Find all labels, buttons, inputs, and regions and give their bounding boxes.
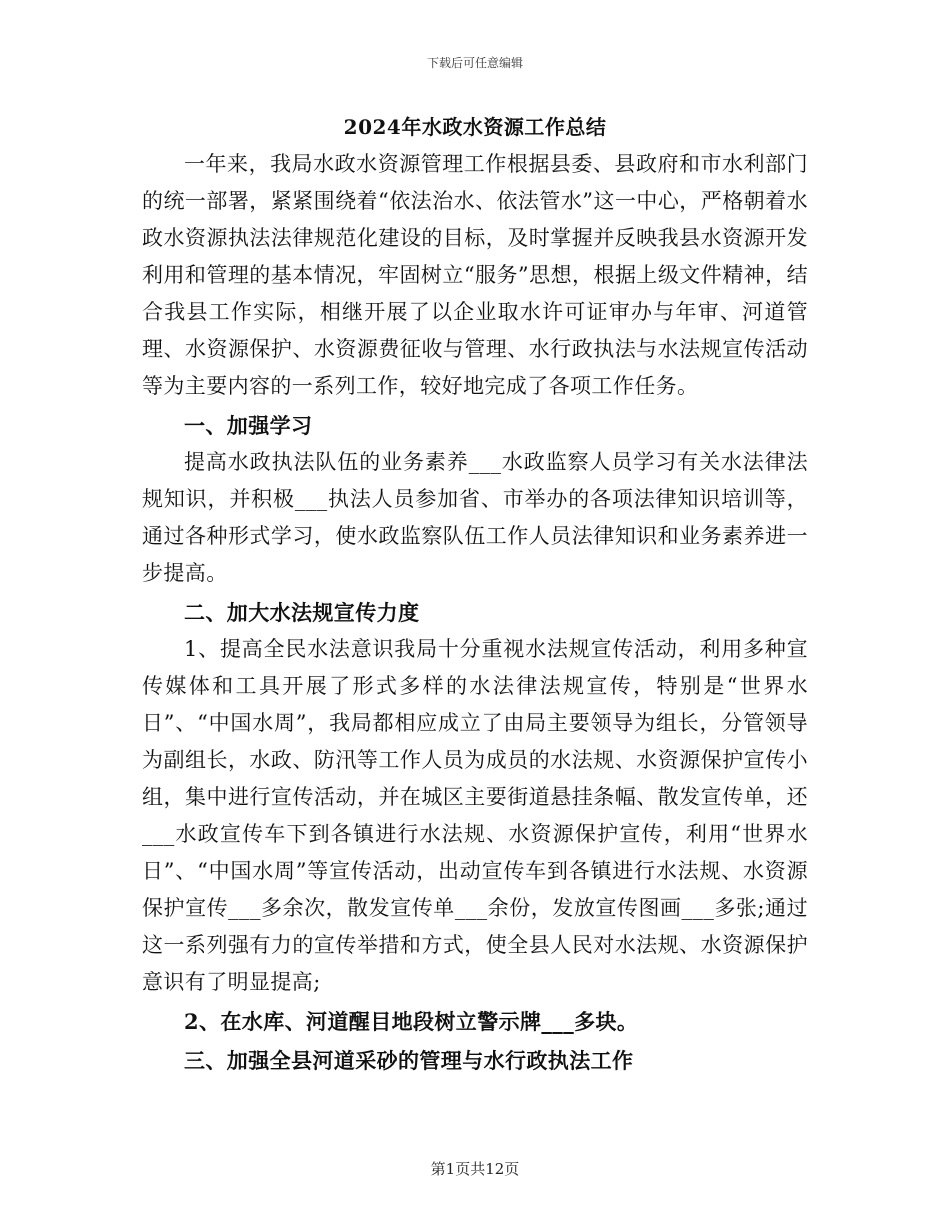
section1-paragraph: 提高水政执法队伍的业务素养___水政监察人员学习有关水法律法规知识，并积极___执法人员参加省、市举办的各项法律知识培训等，通过各种形式学习，使水政监察队伍工作人员法律知识和业务素养进一步提高。 xyxy=(142,450,808,585)
intro-paragraph: 一年来，我局水政水资源管理工作根据县委、县政府和市水利部门的统一部署，紧紧围绕着“依法治水、依法管水”这一中心，严格朝着水政水资源执法法律规范化建设的目标，及时掌握并反映我县水资源开发利用和管理的基本情况，牢固树立“服务”思想，根据上级文件精神，结合我县工作实际，相继开展了以企业取水许可证审办与年审、河道管理、水资源保护、水资源费征收与管理、水行政执法与水法规宣传活动等为主要内容的一系列工作，较好地完成了各项工作任务。 xyxy=(142,152,808,398)
section2-heading: 二、加大水法规宣传力度 xyxy=(184,600,420,625)
section1-heading: 一、加强学习 xyxy=(184,413,313,438)
document-body xyxy=(142,112,808,1079)
section3-heading: 三、加强全县河道采砂的管理与水行政执法工作 xyxy=(184,1048,634,1073)
section2-item1-paragraph: 1、提高全民水法意识我局十分重视水法规宣传活动，利用多种宣传媒体和工具开展了形式多样的水法律法规宣传，特别是“世界水日”、“中国水周”，我局都相应成立了由局主要领导为组长，分管领导为副组长，水政、防汛等工作人员为成员的水法规、水资源保护宣传小组，集中进行宣传活动，并在城区主要街道悬挂条幅、散发宣传单，还___水政宣传车下到各镇进行水法规、水资源保护宣传，利用“世界水日”、“中国水周”等宣传活动，出动宣传车到各镇进行水法规、水资源保护宣传___多余次，散发宣传单___余份，发放宣传图画___多张;通过这一系列强有力的宣传举措和方式，使全县人民对水法规、水资源保护意识有了明显提高; xyxy=(142,637,808,994)
header-note: 下载后可任意编辑 xyxy=(426,56,523,70)
document-title: 2024年水政水资源工作总结 xyxy=(343,115,607,139)
page-indicator: 第1页共12页 xyxy=(430,1160,520,1178)
section2-item2-paragraph: 2、在水库、河道醒目地段树立警示牌___多块。 xyxy=(184,1009,639,1034)
